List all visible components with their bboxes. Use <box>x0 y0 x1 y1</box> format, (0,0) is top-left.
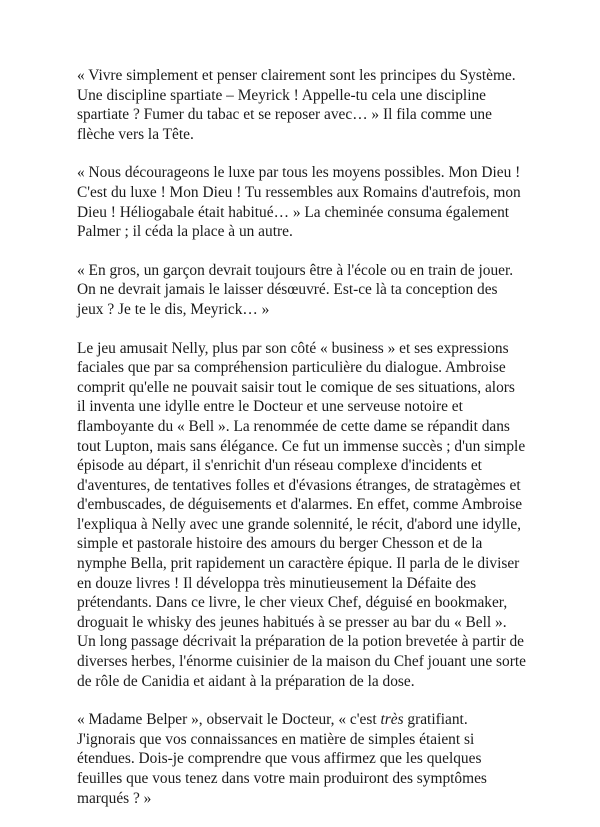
document-page <box>77 66 527 827</box>
paragraph-1 <box>77 66 527 144</box>
paragraph-4-text: Le jeu amusait Nelly, plus par son côté « business » et ses expressions faciales que par sa compréhension particulière du dialogue. Ambroise comprit qu'elle ne pouvait saisir tout le comique de ses situations, alors il inventa une idylle entre le Docteur et une serveuse notoire et flamboyante du « Bell ». La renommée de cette dame se répandit dans tout Lupton, mais sans élégance. Ce fut un immense succès ; d'un simple épisode au départ, il s'enrichit d'un réseau complexe d'incidents et d'aventures, de tentatives folles et d'évasions étranges, de stratagèmes et d'embuscades, de déguisements et d'alarmes. En effet, comme Ambroise l'expliqua à Nelly avec une grande solennité, le récit, d'abord une idylle, simple et pastorale histoire des amours du berger Chesson et de la nymphe Bella, prit rapidement un caractère épique. Il parla de le diviser en douze livres ! Il développa très minutieusement la Défaite des prétendants. Dans ce livre, le cher vieux Chef, déguisé en bookmaker, droguait le whisky des jeunes habitués à se presser au bar du « Bell ». Un long passage décrivait la préparation de la potion brevetée à partir de diverses herbes, l'énorme cuisinier de la maison du Chef jouant une sorte de rôle de Canidia et aidant à la préparation de la dose. <box>77 339 526 690</box>
paragraph-5 <box>77 710 527 808</box>
paragraph-5-text-start: « Madame Belper », observait le Docteur, « c'est <box>77 711 381 729</box>
paragraph-5-text-end: gratifiant. J'ignorais que vos connaissances en matière de simples étaient si étendues. Dois-je comprendre que vous affirmez que les quelques feuilles que vous tenez dans votre main produiront des symptômes marqués ? » <box>77 711 487 807</box>
paragraph-4 <box>77 339 527 692</box>
paragraph-2-text: « Nous décourageons le luxe par tous les moyens possibles. Mon Dieu ! C'est du luxe ! Mon Dieu ! Tu ressembles aux Romains d'autrefois, mon Dieu ! Héliogabale était habitué… » La cheminée consuma également Palmer ; il céda la place à un autre. <box>77 164 521 241</box>
paragraph-3 <box>77 261 527 320</box>
paragraph-5-emphasis: très <box>380 711 404 729</box>
paragraph-1-text: « Vivre simplement et penser clairement sont les principes du Système. Une discipline spartiate – Meyrick ! Appelle-tu cela une discipline spartiate ? Fumer du tabac et se reposer avec… » Il fila comme une flèche vers la Tête. <box>77 67 516 143</box>
paragraph-2 <box>77 163 527 241</box>
paragraph-3-text: « En gros, un garçon devrait toujours être à l'école ou en train de jouer. On ne devrait jamais le laisser désœuvré. Est-ce là ta conception des jeux ? Je te le dis, Meyrick… » <box>77 261 514 318</box>
